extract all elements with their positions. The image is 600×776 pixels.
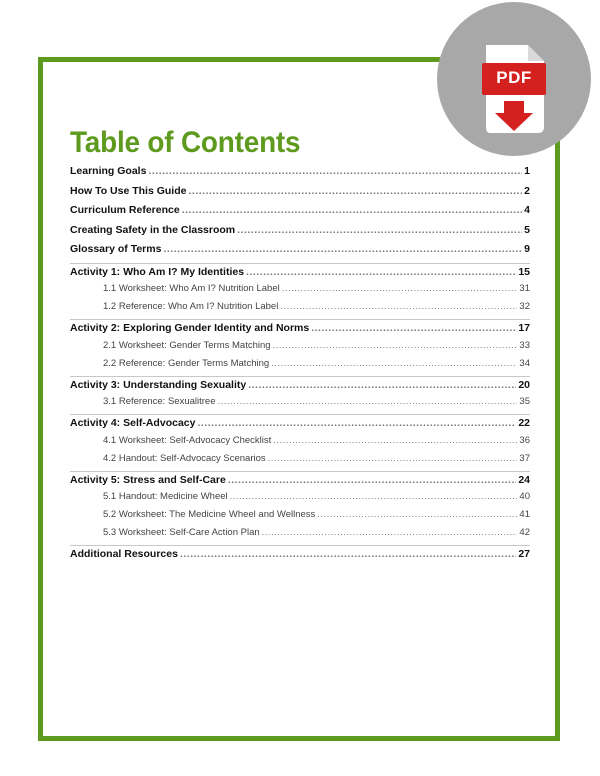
- toc-entry-curriculum-reference[interactable]: [70, 204, 530, 224]
- toc-entry-label: Additional Resources: [70, 548, 178, 560]
- toc-entry-page: 4: [524, 204, 530, 216]
- toc-entry-page: 41: [519, 509, 530, 520]
- toc-entry-page: 5: [524, 223, 530, 236]
- toc-subentry-4-1[interactable]: [70, 435, 530, 453]
- toc-entry-page: 1: [524, 165, 530, 177]
- dot-leader: [197, 417, 516, 429]
- toc-entry-creating-safety[interactable]: [70, 224, 530, 244]
- dot-leader: [180, 548, 516, 560]
- toc-subentry-2-2[interactable]: [70, 358, 530, 376]
- dot-leader: [248, 379, 516, 391]
- toc-entry-label: 5.3 Worksheet: Self-Care Action Plan: [103, 527, 260, 538]
- toc-subentry-4-2[interactable]: [70, 453, 530, 471]
- toc-entry-label: Activity 5: Stress and Self-Care: [70, 473, 226, 486]
- toc-entry-page: 42: [519, 527, 530, 538]
- toc-subentry-3-1[interactable]: [70, 396, 530, 414]
- toc-entry-page: 31: [519, 283, 530, 294]
- toc-subentry-5-2[interactable]: [70, 509, 530, 527]
- toc-entry-label: 3.1 Reference: Sexualitree: [103, 396, 216, 407]
- toc-entry-page: 15: [518, 265, 530, 278]
- dot-leader: [228, 474, 517, 486]
- table-of-contents: [70, 165, 530, 566]
- toc-entry-page: 24: [518, 473, 530, 486]
- toc-entry-activity-1[interactable]: [70, 263, 530, 284]
- dot-leader: [262, 527, 518, 538]
- toc-entry-label: 2.1 Worksheet: Gender Terms Matching: [103, 339, 271, 351]
- toc-entry-label: 2.2 Reference: Gender Terms Matching: [103, 357, 270, 369]
- toc-entry-page: 22: [518, 417, 530, 429]
- toc-entry-page: 35: [519, 396, 530, 407]
- pdf-label: PDF: [496, 68, 532, 87]
- dot-leader: [273, 340, 518, 351]
- dot-leader: [246, 266, 516, 278]
- dot-leader: [182, 204, 522, 216]
- toc-subentry-1-1[interactable]: [70, 283, 530, 301]
- toc-entry-label: Glossary of Terms: [70, 243, 162, 255]
- toc-entry-activity-2[interactable]: [70, 319, 530, 340]
- page-title: Table of Contents: [70, 126, 301, 159]
- toc-entry-label: 5.1 Handout: Medicine Wheel: [103, 491, 228, 502]
- toc-entry-activity-4[interactable]: [70, 414, 530, 435]
- pdf-download-badge[interactable]: [437, 2, 591, 156]
- toc-entry-page: 20: [518, 378, 530, 391]
- toc-entry-page: 40: [519, 491, 530, 502]
- dot-leader: [282, 283, 518, 294]
- dot-leader: [163, 243, 522, 255]
- pdf-file-download-icon: [482, 43, 546, 135]
- toc-entry-label: Creating Safety in the Classroom: [70, 223, 236, 236]
- toc-entry-label: 1.1 Worksheet: Who Am I? Nutrition Label: [103, 283, 280, 294]
- toc-entry-page: 33: [519, 339, 530, 351]
- toc-entry-label: 5.2 Worksheet: The Medicine Wheel and Wellness: [103, 509, 316, 520]
- toc-entry-page: 9: [524, 243, 530, 255]
- toc-entry-label: Activity 3: Understanding Sexuality: [70, 378, 247, 391]
- toc-subentry-5-1[interactable]: [70, 491, 530, 509]
- toc-entry-page: 2: [524, 184, 530, 197]
- toc-entry-learning-goals[interactable]: [70, 165, 530, 185]
- toc-entry-label: Activity 4: Self-Advocacy: [70, 417, 196, 429]
- toc-entry-label: 4.2 Handout: Self-Advocacy Scenarios: [103, 452, 266, 464]
- toc-entry-how-to-use[interactable]: [70, 185, 530, 205]
- dot-leader: [230, 491, 518, 502]
- toc-entry-page: 36: [519, 434, 530, 446]
- toc-entry-label: Curriculum Reference: [70, 204, 180, 216]
- dot-leader: [188, 185, 522, 197]
- dot-leader: [268, 453, 518, 464]
- toc-entry-label: 1.2 Reference: Who Am I? Nutrition Label: [103, 301, 279, 312]
- dot-leader: [311, 322, 516, 334]
- toc-entry-label: Activity 2: Exploring Gender Identity and Norms: [70, 322, 310, 334]
- toc-entry-label: Activity 1: Who Am I? My Identities: [70, 265, 245, 278]
- toc-entry-activity-3[interactable]: [70, 376, 530, 397]
- toc-entry-page: 34: [519, 357, 530, 369]
- toc-entry-label: Learning Goals: [70, 165, 147, 177]
- dot-leader: [317, 509, 517, 520]
- toc-entry-additional-resources[interactable]: [70, 545, 530, 566]
- dot-leader: [271, 358, 517, 369]
- dot-leader: [237, 224, 522, 236]
- dot-leader: [217, 396, 517, 407]
- toc-entry-page: 27: [518, 548, 530, 560]
- toc-subentry-1-2[interactable]: [70, 301, 530, 319]
- toc-entry-glossary[interactable]: [70, 243, 530, 263]
- dot-leader: [273, 435, 517, 446]
- toc-entry-page: 32: [519, 301, 530, 312]
- toc-entry-page: 37: [519, 452, 530, 464]
- toc-subentry-5-3[interactable]: [70, 527, 530, 545]
- dot-leader: [280, 301, 517, 312]
- toc-entry-page: 17: [518, 322, 530, 334]
- toc-entry-label: How To Use This Guide: [70, 184, 187, 197]
- dot-leader: [148, 165, 522, 177]
- toc-entry-activity-5[interactable]: [70, 471, 530, 492]
- toc-subentry-2-1[interactable]: [70, 340, 530, 358]
- toc-entry-label: 4.1 Worksheet: Self-Advocacy Checklist: [103, 434, 272, 446]
